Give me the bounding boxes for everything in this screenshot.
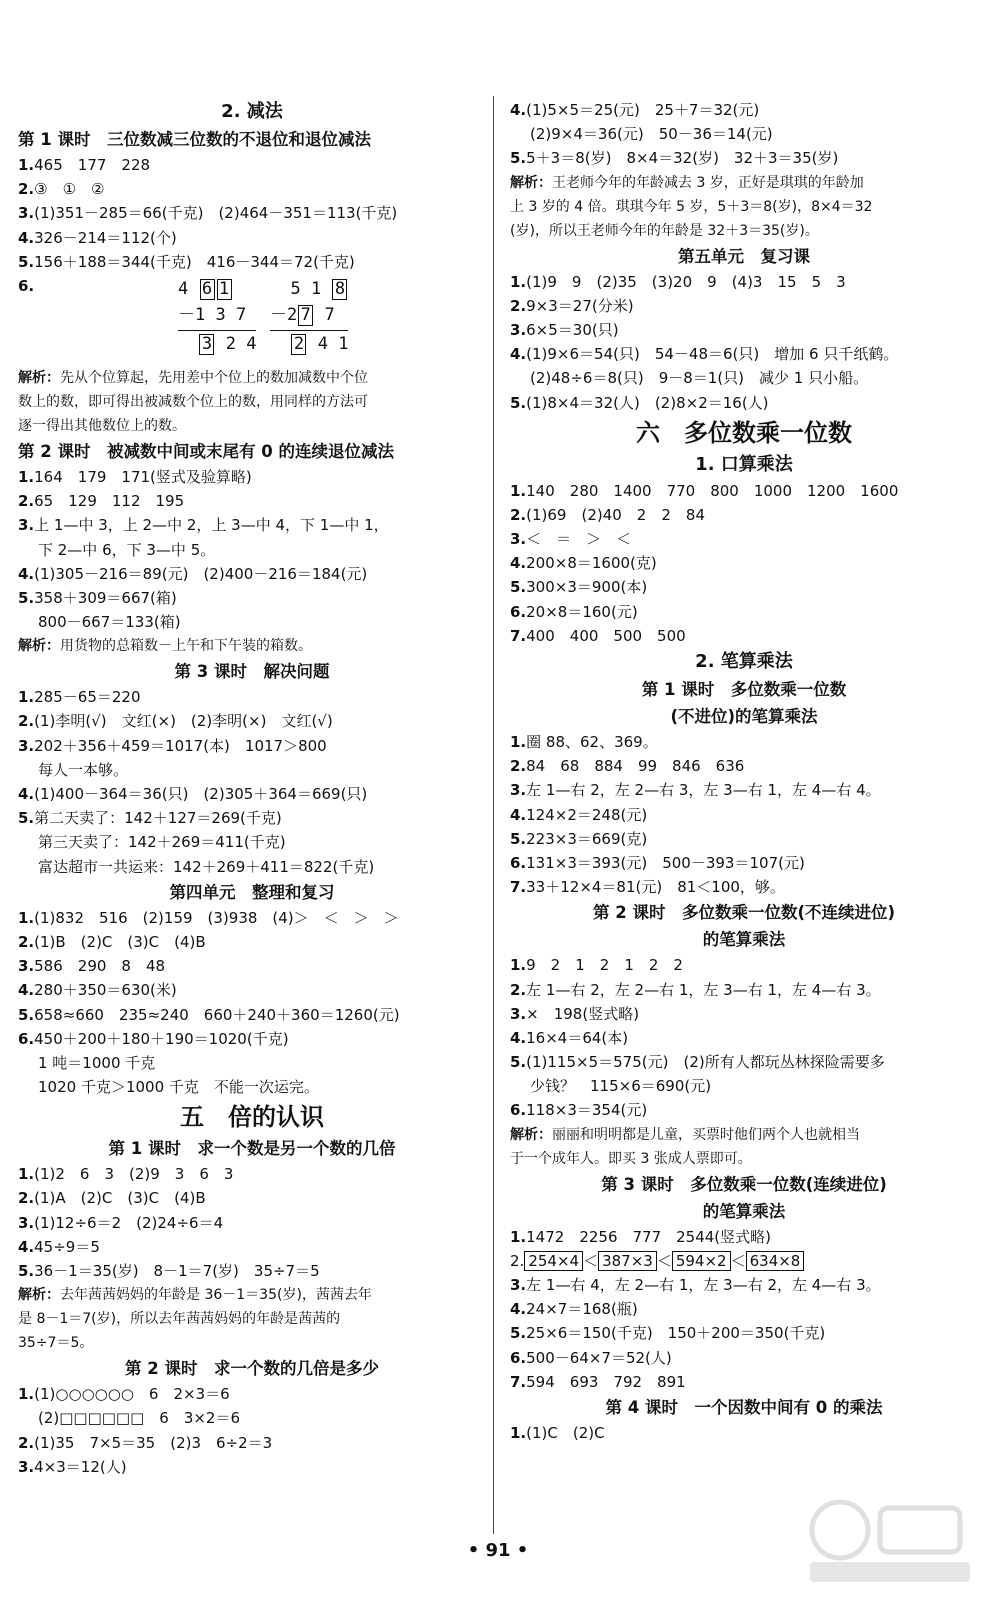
question-number: 5. — [18, 588, 35, 607]
analysis-note: 35÷7＝5。 — [18, 1335, 94, 1352]
question-number: 4. — [510, 345, 527, 364]
answer-line: 5.5＋3＝8(岁) 8×4＝32(岁) 32＋3＝35(岁) — [510, 149, 839, 168]
digit-row: －1 3 7 — [178, 302, 256, 331]
answer-line: 3.× 198(竖式略) — [510, 1004, 640, 1023]
question-number: 7. — [510, 878, 527, 897]
analysis-label: 解析： — [18, 1287, 60, 1304]
question-number: 2. — [18, 932, 35, 951]
question-number: 3. — [510, 320, 527, 339]
question-number: 1. — [510, 1423, 527, 1442]
answer-line: 1.285－65＝220 — [18, 688, 141, 707]
filled-box: 6 — [200, 279, 215, 300]
answer-line: 2.9×3＝27(分米) — [510, 296, 634, 315]
digit: 2 4 — [225, 333, 257, 354]
question-number: 5. — [18, 252, 35, 271]
analysis-label: 解析： — [510, 174, 552, 191]
answer-line: 5.223×3＝669(克) — [510, 829, 648, 848]
question-number: 4. — [510, 554, 527, 573]
answer-line: (2)9×4＝36(元) 50－36＝14(元) — [530, 125, 773, 144]
analysis-label: 解析： — [18, 638, 60, 655]
question-number: 1. — [18, 467, 35, 486]
answer-line: 6.20×8＝160(元) — [510, 602, 638, 621]
question-number: 5. — [18, 1262, 35, 1280]
analysis-note: 逐一得出其他数位上的数。 — [18, 417, 186, 434]
answer-line: 3.202＋356＋459＝1017(本) 1017＞800 — [18, 736, 327, 755]
page-number: • 91 • — [467, 1540, 529, 1561]
question-number: 1. — [18, 688, 35, 707]
question-number: 5. — [510, 578, 527, 597]
lesson-heading: 第 1 课时 多位数乘一位数 — [641, 680, 847, 699]
answer-line: 2.左 1—右 2，左 2—右 1，左 3—右 1，左 4—右 3。 — [510, 980, 881, 999]
section-heading: 2. 笔算乘法 — [695, 651, 793, 672]
answer-line: 2.(1)李明(√) 文红(×) (2)李明(×) 文红(√) — [18, 712, 333, 731]
question-number: 3. — [510, 1004, 527, 1023]
question-number: 6. — [510, 853, 527, 872]
question-number: 3. — [18, 1213, 35, 1232]
question-number: 1. — [18, 1165, 35, 1184]
digit: 4 1 — [317, 333, 349, 354]
answer-line: 4.(1)5×5＝25(元) 25＋7＝32(元) — [510, 101, 760, 119]
right-column — [510, 98, 978, 1445]
answer-line: 2.③ ① ② — [18, 180, 105, 199]
lesson-heading: 第 2 课时 被减数中间或末尾有 0 的连续退位减法 — [18, 441, 394, 461]
question-number: 2. — [510, 296, 527, 315]
answer-line: 富达超市一共运来：142＋269＋411＝822(千克) — [38, 857, 375, 876]
question-number: 3. — [18, 516, 35, 535]
filled-box: 2 — [291, 334, 306, 355]
lesson-heading: 第 3 课时 解决问题 — [174, 662, 330, 682]
question-number: 1. — [510, 481, 527, 500]
question-number: 5. — [510, 393, 527, 412]
vertical-subtraction-2 — [270, 276, 348, 357]
answer-line: 2.84 68 884 99 846 636 — [510, 757, 745, 776]
question-number: 6. — [510, 1348, 527, 1367]
analysis-note: 解析：用货物的总箱数－上午和下午装的箱数。 — [18, 638, 312, 655]
answer-line: 4.16×4＝64(本) — [510, 1028, 629, 1047]
lesson-heading-continued: (不进位)的笔算乘法 — [670, 707, 818, 726]
answer-line: 4.(1)400－364＝36(只) (2)305＋364＝669(只) — [18, 785, 368, 803]
answer-line: 3.(1)12÷6＝2 (2)24÷6＝4 — [18, 1213, 224, 1232]
answer-line: 3.586 290 8 48 — [18, 957, 166, 976]
question-number: 2. — [510, 757, 527, 776]
question-number: 2. — [18, 180, 35, 199]
answer-line: 5.300×3＝900(本) — [510, 578, 648, 597]
answer-line: 第三天卖了：142＋269＝411(千克) — [38, 833, 286, 852]
answer-line: 6.118×3＝354(元) — [510, 1101, 648, 1120]
question-number: 2. — [510, 980, 527, 999]
boxed-expression: 594×2 — [672, 1251, 731, 1271]
analysis-note: 解析：先从个位算起，先用差中个位上的数加减数中个位 — [18, 369, 368, 386]
question-number: 5. — [510, 1324, 527, 1343]
watermark-logo-icon — [800, 1490, 980, 1590]
question-number: 3. — [510, 1276, 527, 1294]
answer-line: 2.65 129 112 195 — [18, 492, 185, 511]
analysis-note: 于一个成年人。即买 3 张成人票即可。 — [510, 1150, 752, 1167]
answer-line: 1020 千克＞1000 千克 不能一次运完。 — [38, 1078, 319, 1097]
answer-line: 800－667＝133(箱) — [38, 613, 181, 632]
answer-line: 5.658≈660 235≈240 660＋240＋360＝1260(元) — [18, 1005, 400, 1024]
answer-line: 7.400 400 500 500 — [510, 626, 686, 645]
question-number: 2. — [18, 1433, 35, 1452]
lesson-heading-continued: 的笔算乘法 — [702, 1201, 786, 1221]
answer-line: 1.圈 88、62、369。 — [510, 733, 658, 751]
answer-line: 2.(1)B (2)C (3)C (4)B — [18, 932, 206, 951]
question-number: 1. — [18, 156, 35, 174]
analysis-note: 解析：丽丽和明明都是儿童，买票时他们两个人也就相当 — [510, 1126, 860, 1143]
analysis-note: (岁)，所以王老师今年的年龄是 32＋3＝35(岁)。 — [510, 222, 819, 239]
digit: 5 1 — [290, 278, 322, 299]
answer-line: 1.140 280 1400 770 800 1000 1200 1600 — [510, 481, 899, 500]
section-heading: 1. 口算乘法 — [695, 453, 793, 475]
question-number: 5. — [510, 149, 527, 168]
answer-line: 7.33＋12×4＝81(元) 81＜100，够。 — [510, 878, 785, 897]
question-number: 4. — [18, 1237, 35, 1256]
question-number: 6. — [18, 276, 35, 295]
answer-line: 2.(1)35 7×5＝35 (2)3 6÷2＝3 — [18, 1433, 273, 1452]
question-number: 7. — [510, 626, 527, 645]
answer-line: 6.500－64×7＝52(人) — [510, 1348, 672, 1367]
answer-line: 5.156＋188＝344(千克) 416－344＝72(千克) — [18, 252, 355, 271]
vertical-subtraction-1 — [178, 276, 256, 357]
lesson-heading: 第 2 课时 求一个数的几倍是多少 — [125, 1359, 379, 1379]
answer-line: 3.6×5＝30(只) — [510, 320, 619, 339]
answer-line: 5.第二天卖了：142＋127＝269(千克) — [18, 809, 282, 828]
question-number: 4. — [18, 785, 35, 803]
analysis-note: 数上的数，即可得出被减数个位上的数，用同样的方法可 — [18, 393, 368, 410]
question-number: 3. — [510, 530, 527, 549]
lesson-heading: 第 4 课时 一个因数中间有 0 的乘法 — [605, 1397, 883, 1417]
chapter-heading: 五 倍的认识 — [180, 1102, 324, 1132]
vertical-calculation — [18, 274, 486, 366]
question-number: 1. — [510, 1227, 527, 1246]
answer-line: 1.465 177 228 — [18, 156, 151, 174]
question-number: 4. — [510, 805, 527, 824]
question-number: 3. — [18, 957, 35, 976]
question-number: 2. — [510, 505, 527, 524]
answer-line: 1.(1)2 6 3 (2)9 3 6 3 — [18, 1165, 234, 1184]
answer-line: 3.左 1—右 2，左 2—右 3，左 3—右 1，左 4—右 4。 — [510, 781, 881, 800]
answer-line: 1.(1)832 516 (2)159 (3)938 (4)＞ ＜ ＞ ＞ — [18, 908, 399, 927]
answer-line: 1.(1)C (2)C — [510, 1423, 605, 1442]
answer-line: 3.＜ ＝ ＞ ＜ — [510, 530, 632, 549]
question-number: 4. — [18, 981, 35, 1000]
column-divider — [493, 96, 494, 1534]
answer-line: 5.(1)115×5＝575(元) (2)所有人都玩丛林探险需要多 — [510, 1053, 885, 1072]
question-number: 3. — [18, 204, 35, 223]
answer-line: 2.(1)A (2)C (3)C (4)B — [18, 1189, 206, 1208]
question-number: 5. — [18, 1005, 35, 1024]
question-number: 5. — [510, 829, 527, 848]
digit: －2 — [270, 304, 298, 325]
answer-line: (2)□□□□□□ 6 3×2＝6 — [38, 1409, 241, 1428]
question-number: 2. — [18, 492, 35, 511]
answer-line: 6.131×3＝393(元) 500－393＝107(元) — [510, 853, 805, 872]
question-number: 6. — [18, 1029, 35, 1048]
answer-line: 5.36－1＝35(岁) 8－1＝7(岁) 35÷7＝5 — [18, 1262, 320, 1280]
unit-heading: 第四单元 整理和复习 — [169, 882, 335, 902]
answer-line: 1.1472 2256 777 2544(竖式略) — [510, 1227, 771, 1246]
less-than-sign: ＜ — [730, 1251, 746, 1270]
filled-box: 7 — [298, 305, 313, 326]
analysis-note: 解析：王老师今年的年龄减去 3 岁，正好是琪琪的年龄加 — [510, 174, 864, 191]
question-number: 6. — [510, 1101, 527, 1120]
answer-line: 5.358＋309＝667(箱) — [18, 588, 177, 607]
answer-line: 下 2—中 6，下 3—中 5。 — [38, 540, 216, 559]
answer-line: 4.124×2＝248(元) — [510, 805, 648, 824]
question-number: 5. — [510, 1053, 527, 1072]
answer-line: 2.(1)69 (2)40 2 2 84 — [510, 505, 705, 524]
digit: 7 — [324, 304, 335, 325]
question-number: 3. — [18, 1457, 35, 1476]
answer-line: 4.200×8＝1600(克) — [510, 554, 657, 573]
question-number: 3. — [510, 781, 527, 800]
boxed-expression: 634×8 — [746, 1251, 805, 1271]
question-number: 4. — [510, 1028, 527, 1047]
answer-line: 1.(1)○○○○○○ 6 2×3＝6 — [18, 1385, 230, 1404]
question-number: 4. — [510, 1300, 527, 1319]
question-number: 4. — [18, 564, 35, 583]
question-number — [18, 274, 34, 298]
question-number: 4. — [510, 101, 527, 119]
lesson-heading: 第 2 课时 多位数乘一位数(不连续进位) — [592, 903, 896, 923]
boxed-expression: 387×3 — [598, 1251, 657, 1271]
less-than-sign: ＜ — [656, 1251, 672, 1270]
answer-line: 6.450＋200＋180＋190＝1020(千克) — [18, 1029, 289, 1048]
question-number: 3. — [18, 736, 35, 755]
question-number: 1. — [510, 733, 527, 751]
answer-line: 4.24×7＝168(瓶) — [510, 1300, 638, 1319]
less-than-sign: ＜ — [583, 1251, 599, 1270]
section-heading: 2. 减法 — [221, 101, 283, 122]
analysis-note: 解析：去年茜茜妈妈的年龄是 36－1＝35(岁)，茜茜去年 — [18, 1287, 372, 1304]
question-number: 1. — [510, 272, 527, 291]
filled-box: 3 — [199, 334, 214, 355]
filled-box: 1 — [217, 279, 232, 300]
analysis-label: 解析： — [18, 369, 60, 386]
answer-line: 3.左 1—右 4，左 2—右 1，左 3—右 2，左 4—右 3。 — [510, 1276, 881, 1294]
question-number: 4. — [18, 228, 35, 247]
lesson-heading-continued: 的笔算乘法 — [702, 930, 786, 950]
lesson-heading: 第 1 课时 三位数减三位数的不退位和退位减法 — [18, 130, 371, 149]
analysis-note: 上 3 岁的 4 倍。琪琪今年 5 岁，5＋3＝8(岁)，8×4＝32 — [510, 198, 873, 215]
question-number: 5. — [18, 809, 35, 828]
answer-line: 少钱？ 115×6＝690(元) — [530, 1077, 712, 1096]
digit: 4 — [178, 278, 189, 299]
answer-line: 1.(1)9 9 (2)35 (3)20 9 (4)3 15 5 3 — [510, 272, 846, 291]
analysis-note: 是 8－1＝7(岁)，所以去年茜茜妈妈的年龄是茜茜的 — [18, 1311, 341, 1328]
answer-line: 3.上 1—中 3，上 2—中 2，上 3—中 4，下 1—中 1， — [18, 516, 389, 535]
question-number: 2. — [510, 1251, 525, 1270]
answer-line: 1.164 179 171(竖式及验算略) — [18, 467, 252, 486]
answer-line: 4.(1)9×6＝54(只) 54－48＝6(只) 增加 6 只千纸鹤。 — [510, 345, 899, 364]
filled-box: 8 — [332, 279, 347, 300]
answer-line: 1 吨＝1000 千克 — [38, 1053, 156, 1072]
question-number: 6. — [510, 602, 527, 621]
answer-line: 7.594 693 792 891 — [510, 1372, 686, 1391]
lesson-heading: 第 1 课时 求一个数是另一个数的几倍 — [108, 1139, 396, 1159]
question-number: 7. — [510, 1372, 527, 1391]
boxed-expression: 254×4 — [524, 1251, 583, 1271]
boxed-comparison — [510, 1249, 978, 1273]
question-number: 1. — [510, 956, 527, 975]
unit-heading: 第五单元 复习课 — [678, 246, 810, 266]
answer-line: 3.(1)351－285＝66(千克) (2)464－351＝113(千克) — [18, 204, 398, 223]
question-number: 1. — [18, 1385, 35, 1404]
answer-line: 每人一本够。 — [38, 760, 129, 779]
answer-line: 5.25×6＝150(千克) 150＋200＝350(千克) — [510, 1324, 826, 1343]
answer-line: 5.(1)8×4＝32(人) (2)8×2＝16(人) — [510, 393, 769, 412]
analysis-label: 解析： — [510, 1126, 552, 1143]
answer-line: 4.45÷9＝5 — [18, 1237, 100, 1256]
answer-line: 4.326－214＝112(个) — [18, 228, 177, 247]
answer-line: 1.9 2 1 2 1 2 2 — [510, 956, 683, 975]
answer-line: 4.280＋350＝630(米) — [18, 981, 177, 1000]
answer-line: 3.4×3＝12(人) — [18, 1457, 127, 1476]
lesson-heading: 第 3 课时 多位数乘一位数(连续进位) — [601, 1174, 887, 1194]
question-number: 2. — [18, 712, 35, 731]
chapter-heading: 六 多位数乘一位数 — [636, 417, 852, 447]
question-number: 1. — [18, 908, 35, 927]
answer-line: (2)48÷6＝8(只) 9－8＝1(只) 减少 1 只小船。 — [530, 369, 869, 388]
left-column — [18, 98, 486, 1479]
question-number: 2. — [18, 1189, 35, 1208]
answer-line: 4.(1)305－216＝89(元) (2)400－216＝184(元) — [18, 564, 368, 583]
